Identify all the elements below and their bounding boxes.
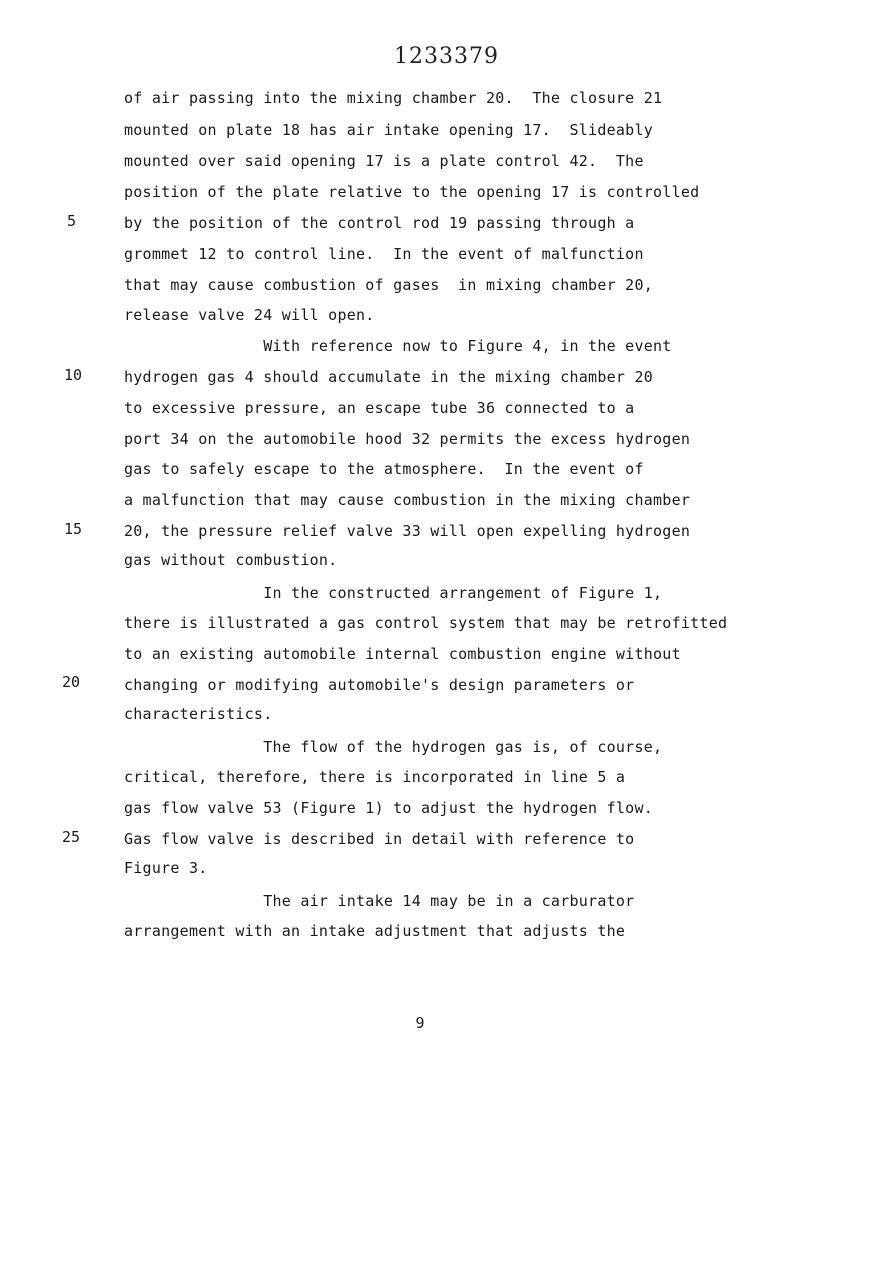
text-line: The flow of the hydrogen gas is, of course, (124, 738, 663, 756)
text-line: critical, therefore, there is incorporated in line 5 a (124, 768, 626, 786)
text-line: mounted over said opening 17 is a plate control 42. The (124, 152, 644, 170)
margin-line-number: 5 (67, 212, 77, 230)
text-line: Gas flow valve is described in detail with reference to (124, 830, 635, 848)
text-line: of air passing into the mixing chamber 20. The closure 21 (124, 89, 663, 107)
text-line: there is illustrated a gas control system that may be retrofitted (124, 614, 728, 632)
text-line: In the constructed arrangement of Figure 1, (124, 584, 663, 602)
margin-line-number: 15 (64, 520, 83, 538)
text-line: to an existing automobile internal combustion engine without (124, 645, 681, 663)
text-line: hydrogen gas 4 should accumulate in the mixing chamber 20 (124, 368, 654, 386)
text-line: release valve 24 will open. (124, 306, 375, 324)
text-line: gas flow valve 53 (Figure 1) to adjust the hydrogen flow. (124, 799, 654, 817)
text-line: grommet 12 to control line. In the event of malfunction (124, 245, 644, 263)
text-line: to excessive pressure, an escape tube 36 connected to a (124, 399, 635, 417)
text-line: gas to safely escape to the atmosphere. In the event of (124, 460, 644, 478)
text-line: gas without combustion. (124, 551, 338, 569)
text-line: position of the plate relative to the opening 17 is controlled (124, 183, 700, 201)
text-line: mounted on plate 18 has air intake opening 17. Slideably (124, 121, 654, 139)
text-line: arrangement with an intake adjustment that adjusts the (124, 922, 626, 940)
patent-number: 1233379 (394, 44, 499, 69)
page-number: 9 (415, 1014, 425, 1032)
text-line: The air intake 14 may be in a carburator (124, 892, 635, 910)
text-line: by the position of the control rod 19 passing through a (124, 214, 635, 232)
text-line: Figure 3. (124, 859, 208, 877)
text-line: characteristics. (124, 705, 273, 723)
text-line: a malfunction that may cause combustion in the mixing chamber (124, 491, 691, 509)
margin-line-number: 20 (62, 673, 81, 691)
text-line: With reference now to Figure 4, in the event (124, 337, 672, 355)
text-line: changing or modifying automobile's design parameters or (124, 676, 635, 694)
text-line: 20, the pressure relief valve 33 will open expelling hydrogen (124, 522, 691, 540)
margin-line-number: 10 (64, 366, 83, 384)
text-line: that may cause combustion of gases in mixing chamber 20, (124, 276, 654, 294)
margin-line-number: 25 (62, 828, 81, 846)
text-line: port 34 on the automobile hood 32 permits the excess hydrogen (124, 430, 691, 448)
